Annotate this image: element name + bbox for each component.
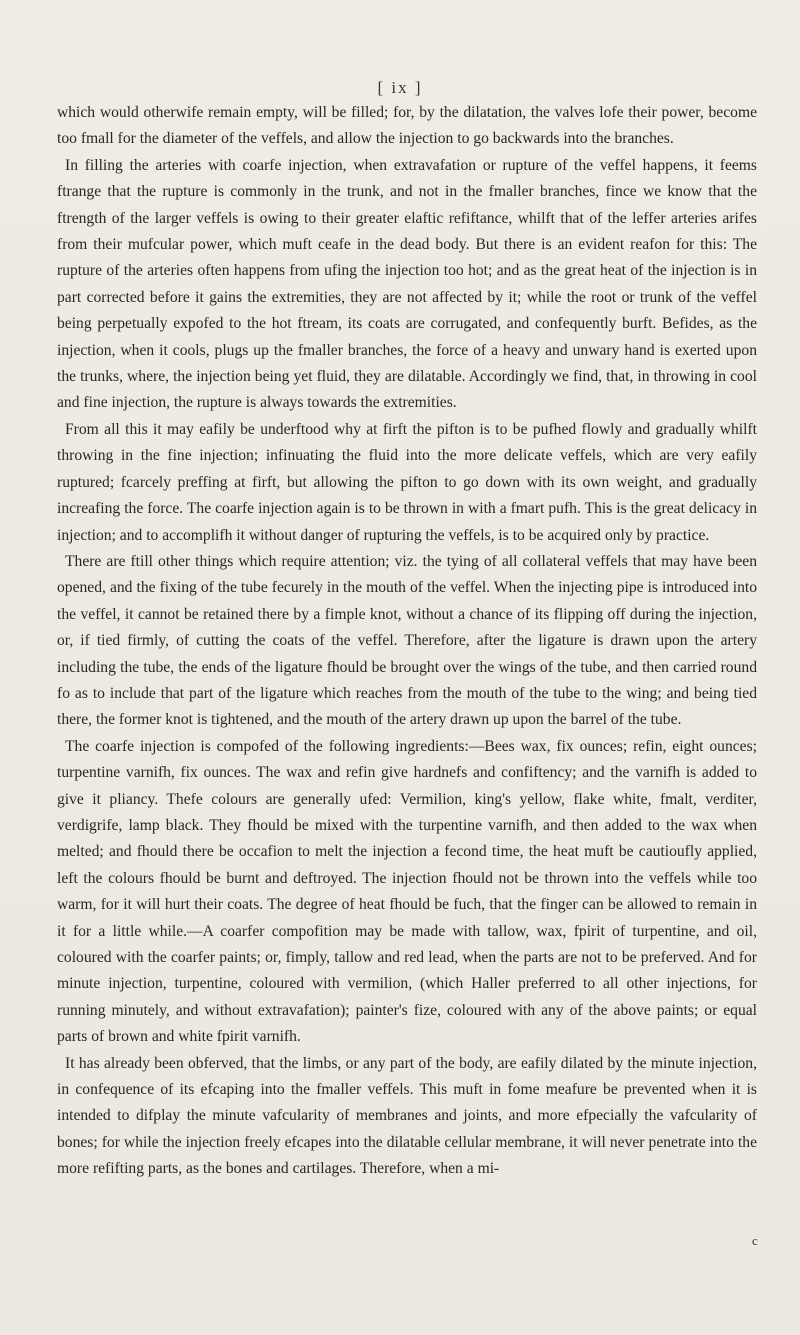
page-number: [ ix ]	[377, 78, 423, 97]
paragraph: In filling the arteries with coarfe injection, when extravafation or rupture of the veffel happens, it feems ftrange that the rupture is commonly in the trunk, and not in the fmaller branches, fince we know that the ftrength of the larger veffels is owing to their greater elaftic refiftance, whilft that of the leffer arteries arifes from their mufcular power, which muft ceafe in the dead body. But there is an evident reafon for this: The rupture of the arteries often happens from ufing the injection too hot; and as the great heat of the injection is in part corrected before it gains the extremities, they are not affected by it; while the root or trunk of the veffel being perpetually expofed to the hot ftream, its coats are corrugated, and confequently burft. Befides, as the injection, when it cools, plugs up the fmaller branches, the force of a heavy and unwary hand is exerted upon the trunks, where, the injection being yet fluid, they are dilatable. Accordingly we find, that, in throwing in cool and fine injection, the rupture is always towards the extremities.	[57, 156, 757, 412]
paragraph: It has already been obferved, that the limbs, or any part of the body, are eafily dilated by the minute injection, in confequence of its efcaping into the fmaller veffels. This muft in fome meafure be prevented when it is intended to difplay the minute vafcularity of membranes and joints, and more efpecially the vafcularity of bones; for while the injection freely efcapes into the dilatable cellular membrane, it will never penetrate into the more refifting parts, as the bones and cartilages. Therefore, when a mi-	[57, 1054, 757, 1178]
paragraph: From all this it may eafily be underftood why at firft the pifton is to be pufhed flowly and gradually whilft throwing in the fine injection; infinuating the fluid into the more delicate veffels, which are very eafily ruptured; fcarcely preffing at firft, but allowing the pifton to go down with its own weight, and gradually increafing the force. The coarfe injection again is to be thrown in with a fmart pufh. This is the great delicacy in injection; and to accomplifh it without danger of rupturing the veffels, is to be acquired only by practice.	[57, 420, 757, 544]
paragraph: There are ftill other things which require attention; viz. the tying of all collateral veffels that may have been opened, and the fixing of the tube fecurely in the mouth of the veffel. When the injecting pipe is introduced into the veffel, it cannot be retained there by a fimple knot, without a chance of its flipping off during the injection, or, if tied firmly, of cutting the coats of the veffel. Therefore, after the ligature is drawn upon the artery including the tube, the ends of the ligature fhould be brought over the wings of the tube, and then carried round fo as to include that part of the ligature which reaches from the mouth of the tube to the wing; and being tied there, the former knot is tightened, and the mouth of the artery drawn up upon the barrel of the tube.	[57, 552, 757, 729]
paragraph: The coarfe injection is compofed of the following ingredients:—Bees wax, fix ounces; refin, eight ounces; turpentine varnifh, fix ounces. The wax and refin give hardnefs and confiftency; and the varnifh is added to give it pliancy. Thefe colours are generally ufed: Vermilion, king's yellow, flake white, fmalt, verditer, verdigrife, lamp black. They fhould be mixed with the turpentine varnifh, and then added to the wax when melted; and fhould there be occafion to melt the injection a fecond time, the heat muft be cautioufly applied, left the colours fhould be burnt and deftroyed. The injection fhould not be thrown into the veffels while too warm, for it will hurt their coats. The degree of heat fhould be fuch, that the finger can be allowed to remain in it for a little while.—A coarfer compofition may be made with tallow, wax, fpirit of turpentine, and oil, coloured with the coarfer paints; or, fimply, tallow and red lead, when the parts are not to be preferved. And for minute injection, turpentine, coloured with vermilion, (which Haller preferred to all other injections, for running minutely, and without extravafation); painter's fize, coloured with any of the above paints; or equal parts of brown and white fpirit varnifh.	[57, 737, 757, 1046]
body-text	[57, 100, 757, 1183]
paragraph: which would otherwife remain empty, will be filled; for, by the dilatation, the valves lofe their power, become too fmall for the diameter of the veffels, and allow the injection to go backwards into the branches.	[57, 104, 757, 148]
catchword: c	[752, 1233, 758, 1248]
